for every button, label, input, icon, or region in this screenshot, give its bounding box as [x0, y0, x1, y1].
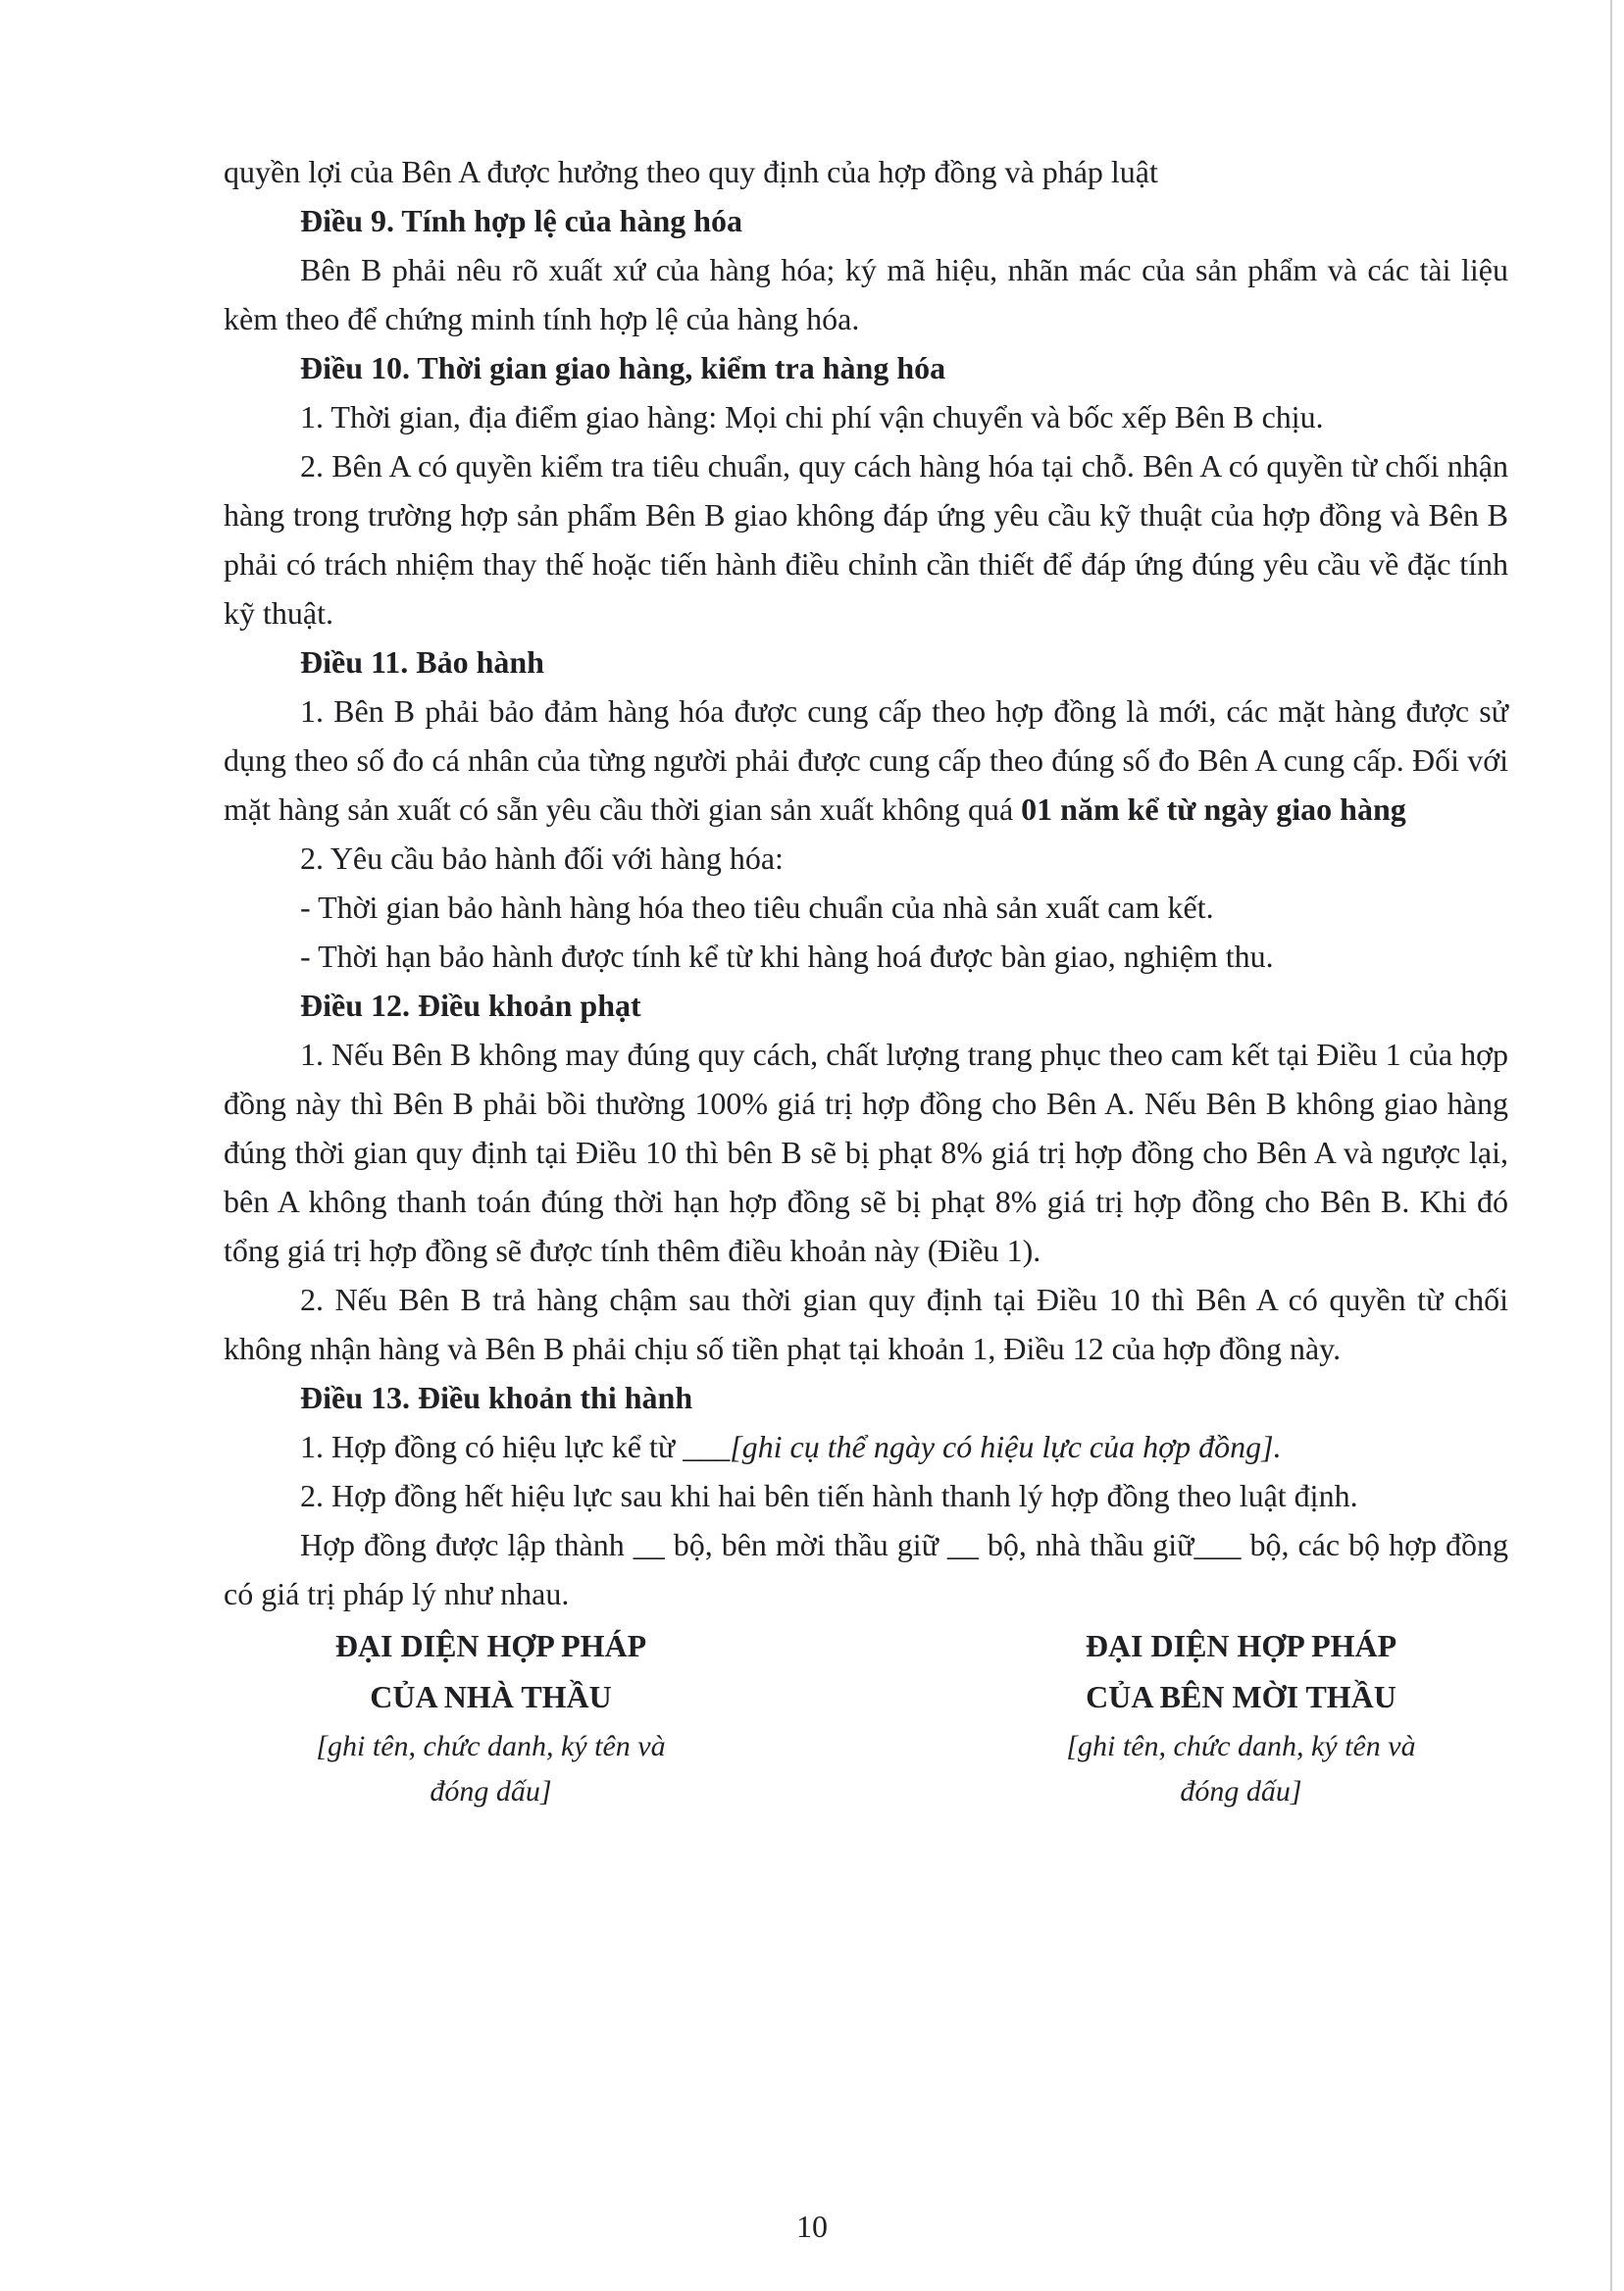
article-11-item-1-text: 1. Bên B phải bảo đảm hàng hóa được cung cấp theo hợp đồng là mới, các mặt hàng được sử dụng theo số đo cá nhân của từng người phải được cung cấp theo đúng số đo Bên A cung cấp. Đối với mặt hàng sản xuất có sẵn yêu cầu thời gian sản xuất không quá: [224, 693, 1508, 827]
article-11-bullet-2: - Thời hạn bảo hành được tính kể từ khi hàng hoá được bàn giao, nghiệm thu.: [300, 939, 1274, 974]
article-13-item-1-text: 1. Hợp đồng có hiệu lực kể từ: [300, 1429, 684, 1464]
article-10-heading: Điều 10. Thời gian giao hàng, kiểm tra hàng hóa: [300, 350, 946, 385]
article-13-heading: Điều 13. Điều khoản thi hành: [300, 1380, 693, 1415]
inviting-party-signature-note-2: đóng dấu]: [1180, 1775, 1302, 1807]
article-11-heading: Điều 11. Bảo hành: [300, 644, 544, 680]
article-9-text: Bên B phải nêu rõ xuất xứ của hàng hóa; ký mã hiệu, nhãn mác của sản phẩm và các tài liệu kèm theo để chứng minh tính hợp lệ của hàng hóa.: [224, 252, 1508, 336]
inviting-party-signature-line-1: ĐẠI DIỆN HỢP PHÁP: [1085, 1628, 1397, 1663]
article-13-closing: Hợp đồng được lập thành __ bộ, bên mời thầu giữ __ bộ, nhà thầu giữ___ bộ, các bộ hợp đồng có giá trị pháp lý như nhau.: [224, 1527, 1508, 1611]
continuation-line: quyền lợi của Bên A được hưởng theo quy định của hợp đồng và pháp luật: [224, 154, 1158, 189]
signature-block: [224, 1620, 1508, 1814]
article-11-item-2: 2. Yêu cầu bảo hành đối với hàng hóa:: [300, 840, 784, 876]
document-page: [224, 147, 1508, 1814]
inviting-party-signature-note: [1013, 1724, 1469, 1814]
inviting-party-signature: [876, 1620, 1508, 1814]
article-12-item-2: 2. Nếu Bên B trả hàng chậm sau thời gian quy định tại Điều 10 thì Bên A có quyền từ chối không nhận hàng và Bên B phải chịu số tiền phạt tại khoản 1, Điều 12 của hợp đồng này.: [224, 1282, 1508, 1366]
contractor-signature-note-2: đóng dấu]: [430, 1775, 552, 1807]
article-9-heading: Điều 9. Tính hợp lệ của hàng hóa: [300, 203, 743, 238]
article-10-item-1: 1. Thời gian, địa điểm giao hàng: Mọi chi phí vận chuyển và bốc xếp Bên B chịu.: [300, 399, 1324, 434]
article-10-item-2: 2. Bên A có quyền kiểm tra tiêu chuẩn, quy cách hàng hóa tại chỗ. Bên A có quyền từ chối nhận hàng trong trường hợp sản phẩm Bên B giao không đáp ứng yêu cầu kỹ thuật của hợp đồng và Bên B phải có trách nhiệm thay thế hoặc tiến hành điều chỉnh cần thiết để đáp ứng đúng yêu cầu về đặc tính kỹ thuật.: [224, 448, 1508, 631]
inviting-party-signature-note-1: [ghi tên, chức danh, ký tên và: [1066, 1730, 1416, 1762]
article-13-item-1-blank: ___: [683, 1429, 731, 1464]
article-13-item-1-note: [ghi cụ thể ngày có hiệu lực của hợp đồng].: [730, 1429, 1282, 1464]
article-12-heading: Điều 12. Điều khoản phạt: [300, 988, 641, 1023]
contractor-signature-note-1: [ghi tên, chức danh, ký tên và: [316, 1730, 666, 1762]
article-13-item-1: [224, 1422, 1508, 1471]
contractor-signature-note: [263, 1724, 719, 1814]
article-11-bullet-1: - Thời gian bảo hành hàng hóa theo tiêu chuẩn của nhà sản xuất cam kết.: [300, 890, 1214, 925]
inviting-party-signature-line-2: CỦA BÊN MỜI THẦU: [1086, 1679, 1396, 1714]
page-number: 10: [796, 2209, 828, 2244]
contractor-signature: [224, 1620, 876, 1814]
article-11-item-1: [224, 687, 1508, 834]
scan-edge-line: [1610, 0, 1612, 2291]
article-13-item-2: 2. Hợp đồng hết hiệu lực sau khi hai bên tiến hành thanh lý hợp đồng theo luật định.: [300, 1478, 1358, 1513]
contractor-signature-line-2: CỦA NHÀ THẦU: [370, 1679, 612, 1714]
article-12-item-1: 1. Nếu Bên B không may đúng quy cách, chất lượng trang phục theo cam kết tại Điều 1 của hợp đồng này thì Bên B phải bồi thường 100% giá trị hợp đồng cho Bên A. Nếu Bên B không giao hàng đúng thời gian quy định tại Điều 10 thì bên B sẽ bị phạt 8% giá trị hợp đồng cho Bên A và ngược lại, bên A không thanh toán đúng thời hạn hợp đồng sẽ bị phạt 8% giá trị hợp đồng cho Bên B. Khi đó tổng giá trị hợp đồng sẽ được tính thêm điều khoản này (Điều 1).: [224, 1037, 1508, 1268]
article-11-item-1-bold: 01 năm kể từ ngày giao hàng: [1021, 791, 1406, 827]
contractor-signature-line-1: ĐẠI DIỆN HỢP PHÁP: [334, 1628, 647, 1663]
